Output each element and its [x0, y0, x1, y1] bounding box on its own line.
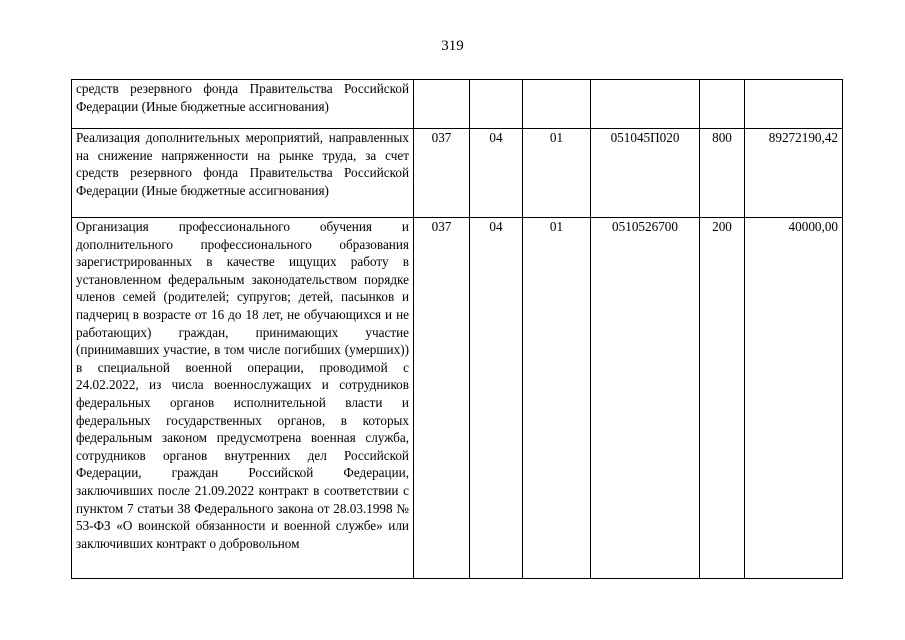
target-article-code: 051045П020 — [591, 129, 700, 218]
ministry-code: 037 — [414, 129, 470, 218]
section-code: 04 — [470, 129, 523, 218]
expense-type-code: 800 — [700, 129, 745, 218]
expense-type-code — [700, 80, 745, 129]
row-description: Организация профессионального обучения и дополнительного профессионального образования зарегистрированных в качестве ищущих работу в установленном федеральным законодательством порядке членов семей (родителей; супругов; детей, пасынков и падчериц в возрасте от 16 до 18 лет, не обучающихся и не работающих) граждан, принимающих участие (принимавших участие, в том числе погибших (умерших)) в специальной военной операции, проводимой с 24.02.2022, из числа военнослужащих и сотрудников федеральных органов исполнительной власти и федеральных государственных органов, в которых федеральным законом предусмотрена военная служба, сотрудников органов внутренних дел Российской Федерации, граждан Российской Федерации, заключивших после 21.09.2022 контракт в соответствии с пунктом 7 статьи 38 Федерального закона от 28.03.1998 № 53-ФЗ «О воинской обязанности и военной службе» или заключивших контракт о добровольном — [76, 219, 409, 551]
amount-value — [745, 80, 843, 129]
row-description-cell — [72, 218, 414, 579]
ministry-code — [414, 80, 470, 129]
budget-table — [71, 79, 843, 579]
table-row — [72, 129, 843, 218]
table-row — [72, 218, 843, 579]
target-article-code — [591, 80, 700, 129]
ministry-code: 037 — [414, 218, 470, 579]
expense-type-code: 200 — [700, 218, 745, 579]
row-description: Реализация дополнительных мероприятий, направленных на снижение напряженности на рынке труда, за счет средств резервного фонда Правительства Российской Федерации (Иные бюджетные ассигнования) — [72, 129, 414, 218]
target-article-code: 0510526700 — [591, 218, 700, 579]
amount-value: 89272190,42 — [745, 129, 843, 218]
subsection-code — [523, 80, 591, 129]
row-description: средств резервного фонда Правительства Российской Федерации (Иные бюджетные ассигнования) — [72, 80, 414, 129]
section-code — [470, 80, 523, 129]
subsection-code: 01 — [523, 129, 591, 218]
amount-value: 40000,00 — [745, 218, 843, 579]
table-row — [72, 80, 843, 129]
subsection-code: 01 — [523, 218, 591, 579]
section-code: 04 — [470, 218, 523, 579]
page-number: 319 — [441, 38, 464, 54]
